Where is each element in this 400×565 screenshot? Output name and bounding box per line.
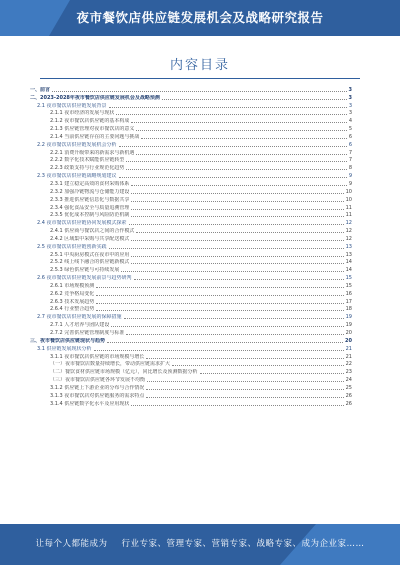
toc-entry[interactable]	[30, 321, 352, 329]
toc-leader-dots	[136, 154, 346, 155]
toc-entry[interactable]	[30, 157, 352, 165]
toc-entry-page: 11	[345, 212, 352, 219]
toc-entry[interactable]	[30, 141, 352, 149]
toc-entry-page: 12	[345, 220, 352, 227]
toc-entry-page: 24	[345, 377, 352, 384]
toc-leader-dots	[129, 224, 344, 225]
table-of-contents	[30, 86, 352, 516]
toc-entry-page: 8	[348, 165, 352, 172]
toc-entry[interactable]	[30, 94, 352, 102]
toc-entry[interactable]	[30, 235, 352, 243]
toc-entry[interactable]	[30, 188, 352, 196]
toc-leader-dots	[96, 287, 343, 288]
toc-entry-title: 3.1.2 供应链上下游企业的分布与合作情况	[50, 384, 145, 391]
toc-entry-title: 2.6.4 行业整合趋势	[50, 306, 95, 313]
toc-leader-dots	[107, 342, 343, 343]
toc-entry-title: （二）餐饮食材供应链市场规模（亿元），同比增长及预测数据分析	[50, 369, 198, 376]
toc-entry[interactable]	[30, 149, 352, 157]
toc-leader-dots	[131, 209, 343, 210]
toc-entry-title: 2.1.2 夜市餐饮店供应链的基本构成	[50, 118, 130, 125]
toc-entry[interactable]	[30, 282, 352, 290]
toc-leader-dots	[116, 114, 346, 115]
toc-entry-page: 7	[348, 149, 352, 156]
toc-leader-dots	[109, 107, 347, 108]
toc-leader-dots	[96, 303, 343, 304]
toc-heading: 内容目录	[169, 58, 230, 73]
toc-entry-page: 18	[345, 306, 352, 313]
toc-entry[interactable]	[30, 102, 352, 110]
toc-entry-page: 7	[348, 157, 352, 164]
toc-entry-page: 19	[345, 322, 352, 329]
toc-entry-title: 2.7 夜市餐饮店供应链发展的保障措施	[37, 314, 122, 321]
toc-entry-page: 21	[345, 345, 352, 352]
toc-entry-title: 2.3 夜市餐饮店供应链战略规划建议	[37, 173, 117, 180]
toc-entry-page: 25	[345, 384, 352, 391]
toc-leader-dots	[146, 389, 343, 390]
toc-entry-page: 17	[345, 298, 352, 305]
footer-slogan	[0, 524, 400, 565]
toc-leader-dots	[119, 177, 347, 178]
toc-leader-dots	[131, 122, 346, 123]
toc-leader-dots	[131, 201, 343, 202]
toc-entry[interactable]	[30, 353, 352, 361]
toc-entry-title: 2.7.1 人才培养与团队建设	[50, 322, 110, 329]
toc-entry-title: 2.4.1 供应商与餐饮店之间的合作模式	[50, 228, 135, 235]
toc-leader-dots	[200, 373, 344, 374]
toc-entry-title: 2.5.2 线上线下融合的供应链新模式	[50, 259, 130, 266]
toc-entry[interactable]	[30, 313, 352, 321]
toc-entry[interactable]	[30, 400, 352, 408]
toc-entry[interactable]	[30, 243, 352, 251]
toc-leader-dots	[126, 169, 346, 170]
toc-entry-page: 12	[345, 235, 352, 242]
toc-entry-title: 3.1.4 供应链数字化水平及应用现状	[50, 400, 130, 407]
toc-entry-page: 4	[348, 118, 352, 125]
toc-entry-title: 2.2 夜市餐饮店供应链发展机会分析	[37, 141, 117, 148]
toc-entry[interactable]	[30, 259, 352, 267]
toc-leader-dots	[131, 256, 343, 257]
toc-leader-dots	[131, 240, 343, 241]
toc-entry-title: 2.2.1 消费升级带来的新需求与新机遇	[50, 149, 135, 156]
toc-entry[interactable]	[30, 227, 352, 235]
toc-entry[interactable]	[30, 196, 352, 204]
toc-leader-dots	[111, 326, 343, 327]
toc-entry[interactable]	[30, 384, 352, 392]
toc-entry[interactable]	[30, 306, 352, 314]
toc-entry[interactable]	[30, 298, 352, 306]
toc-entry[interactable]	[30, 274, 352, 282]
toc-entry-page: 9	[348, 173, 352, 180]
toc-leader-dots	[96, 310, 343, 311]
toc-leader-dots	[131, 216, 343, 217]
toc-leader-dots	[136, 232, 343, 233]
toc-entry[interactable]	[30, 164, 352, 172]
toc-entry[interactable]	[30, 212, 352, 220]
toc-entry-title: 2.3.4 强化食品安全与质量追溯管理	[50, 204, 130, 211]
toc-entry-title: 2.7.2 完善供应链管理制度与标准	[50, 330, 125, 336]
toc-entry-page: 3	[348, 94, 352, 101]
toc-leader-dots	[126, 161, 346, 162]
toc-entry[interactable]	[30, 337, 352, 345]
toc-entry-title: 2.6.3 技术发展趋势	[50, 298, 95, 305]
toc-entry-page: 20	[345, 330, 352, 336]
toc-leader-dots	[109, 248, 344, 249]
toc-entry-page: 10	[345, 196, 352, 203]
toc-entry-page: 22	[345, 361, 352, 368]
toc-leader-dots	[136, 130, 346, 131]
toc-entry[interactable]	[30, 110, 352, 118]
toc-entry-title: 2.3.1 建立稳定高效的食材采购体系	[50, 180, 130, 187]
footer-slogan-text: 行业专家、管理专家、营销专家、战略专家、成为企业家……	[121, 539, 365, 549]
toc-entry-title: 3.1.1 夜市餐饮店供应链的市场规模与增长	[50, 353, 145, 360]
toc-entry-page: 3	[348, 102, 352, 109]
toc-entry[interactable]	[30, 290, 352, 298]
toc-entry[interactable]	[30, 361, 352, 369]
toc-entry-page: 15	[345, 282, 352, 289]
footer-lead: 让每个人都能成为	[35, 539, 108, 549]
toc-leader-dots	[134, 279, 344, 280]
toc-entry[interactable]	[30, 204, 352, 212]
toc-leader-dots	[146, 397, 343, 398]
toc-entry-title: 2.1.4 当前供应链存在的主要问题与挑战	[50, 133, 140, 140]
toc-entry-title: 2.4 夜市餐饮店供应链协同发展模式探索	[37, 220, 127, 227]
toc-entry-page: 26	[345, 400, 352, 407]
toc-entry-title: 三、夜市餐饮店供应链现状与趋势	[30, 337, 106, 344]
toc-leader-dots	[119, 146, 347, 147]
toc-leader-dots	[131, 405, 343, 406]
header-bar	[0, 0, 400, 36]
toc-entry-page: 5	[348, 126, 352, 133]
toc-leader-dots	[52, 91, 347, 92]
toc-entry-title: 2.5.1 中央厨房模式在夜市中的应用	[50, 251, 130, 258]
toc-entry-page: 3	[348, 110, 352, 117]
toc-leader-dots	[141, 138, 346, 139]
toc-leader-dots	[124, 318, 344, 319]
toc-entry-page: 11	[345, 204, 352, 211]
toc-entry-title: 2.3.5 优化成本控制与风险防范机制	[50, 212, 130, 219]
toc-leader-dots	[126, 334, 343, 335]
toc-entry[interactable]	[30, 219, 352, 227]
toc-entry[interactable]	[30, 86, 352, 94]
toc-entry-title: 2.3.3 推进供应链信息化与数据共享	[50, 196, 130, 203]
toc-entry[interactable]	[30, 329, 352, 337]
toc-entry[interactable]	[30, 125, 352, 133]
toc-entry-page: 16	[345, 290, 352, 297]
toc-entry[interactable]	[30, 345, 352, 353]
report-title: 夜市餐饮店供应链发展机会及战略研究报告	[76, 10, 324, 25]
toc-entry-title: 2.2.3 政策支持与行业规范化趋势	[50, 165, 125, 172]
toc-entry-title: 2.1.3 供应链管理对夜市餐饮店的意义	[50, 126, 135, 133]
toc-entry-page: 14	[345, 259, 352, 266]
toc-entry-title: 2.3.2 加强冷链物流与仓储能力建设	[50, 188, 130, 195]
toc-entry-page: 6	[348, 133, 352, 140]
toc-entry-page: 13	[345, 251, 352, 258]
toc-entry-page: 9	[348, 180, 352, 187]
toc-entry-title: 一、前言	[30, 86, 51, 93]
toc-entry[interactable]	[30, 368, 352, 376]
toc-leader-dots	[94, 350, 344, 351]
toc-entry-title: 2.2.2 数字化技术赋能供应链转型	[50, 157, 125, 164]
toc-entry-title: 2.6.1 市场规模预测	[50, 282, 95, 289]
toc-entry-title: 3.1 供应链发展现状分析	[37, 345, 92, 352]
toc-entry-title: 2.5 夜市餐饮店供应链创新实践	[37, 243, 107, 250]
toc-leader-dots	[121, 271, 343, 272]
toc-entry-title: 2.6 夜市餐饮店供应链发展前景与趋势研判	[37, 275, 132, 282]
toc-entry[interactable]	[30, 376, 352, 384]
toc-entry-title: 2.6.2 竞争格局变化	[50, 290, 95, 297]
toc-entry[interactable]	[30, 172, 352, 180]
toc-entry-page: 12	[345, 228, 352, 235]
toc-entry-page: 26	[345, 392, 352, 399]
toc-entry[interactable]	[30, 266, 352, 274]
toc-entry[interactable]	[30, 133, 352, 141]
toc-entry-page: 13	[345, 243, 352, 250]
toc-entry-title: （三）夜市餐饮店供应链各环节发展不均衡	[50, 377, 146, 384]
toc-leader-dots	[147, 381, 344, 382]
toc-entry-title: 2.1.1 夜市经济的发展与现状	[50, 110, 115, 117]
toc-entry-page: 14	[345, 267, 352, 274]
toc-entry-page: 23	[345, 369, 352, 376]
toc-entry[interactable]	[30, 180, 352, 188]
toc-entry[interactable]	[30, 117, 352, 125]
toc-entry-title: 2.4.2 区域集中采购与共享配送模式	[50, 235, 130, 242]
toc-leader-dots	[131, 193, 343, 194]
toc-entry-page: 6	[348, 141, 352, 148]
toc-entry-title: 二、2023-2028年夜市餐饮店供应链发展机会及战略预测	[30, 94, 160, 101]
toc-entry[interactable]	[30, 392, 352, 400]
toc-entry[interactable]	[30, 251, 352, 259]
toc-entry-page: 10	[345, 188, 352, 195]
toc-entry-page: 20	[345, 337, 352, 344]
toc-leader-dots	[131, 263, 343, 264]
toc-entry-page: 3	[348, 86, 352, 93]
toc-entry-page: 19	[345, 314, 352, 321]
toc-entry-title: 2.5.3 绿色供应链与可持续发展	[50, 267, 120, 274]
toc-entry-page: 15	[345, 275, 352, 282]
toc-entry-title: 3.1.3 夜市餐饮店对供应链服务的需求特点	[50, 392, 145, 399]
toc-divider	[40, 78, 360, 79]
footer-bar	[0, 524, 400, 565]
toc-leader-dots	[96, 295, 343, 296]
toc-leader-dots	[146, 358, 343, 359]
toc-entry-title: （一）夜市餐饮店数量持续增长，带动供应链需求扩大	[50, 361, 171, 368]
toc-entry-title: 2.1 夜市餐饮店供应链发展背景	[37, 102, 107, 109]
toc-leader-dots	[162, 99, 347, 100]
toc-entry-page: 21	[345, 353, 352, 360]
toc-leader-dots	[131, 185, 346, 186]
toc-leader-dots	[172, 365, 344, 366]
